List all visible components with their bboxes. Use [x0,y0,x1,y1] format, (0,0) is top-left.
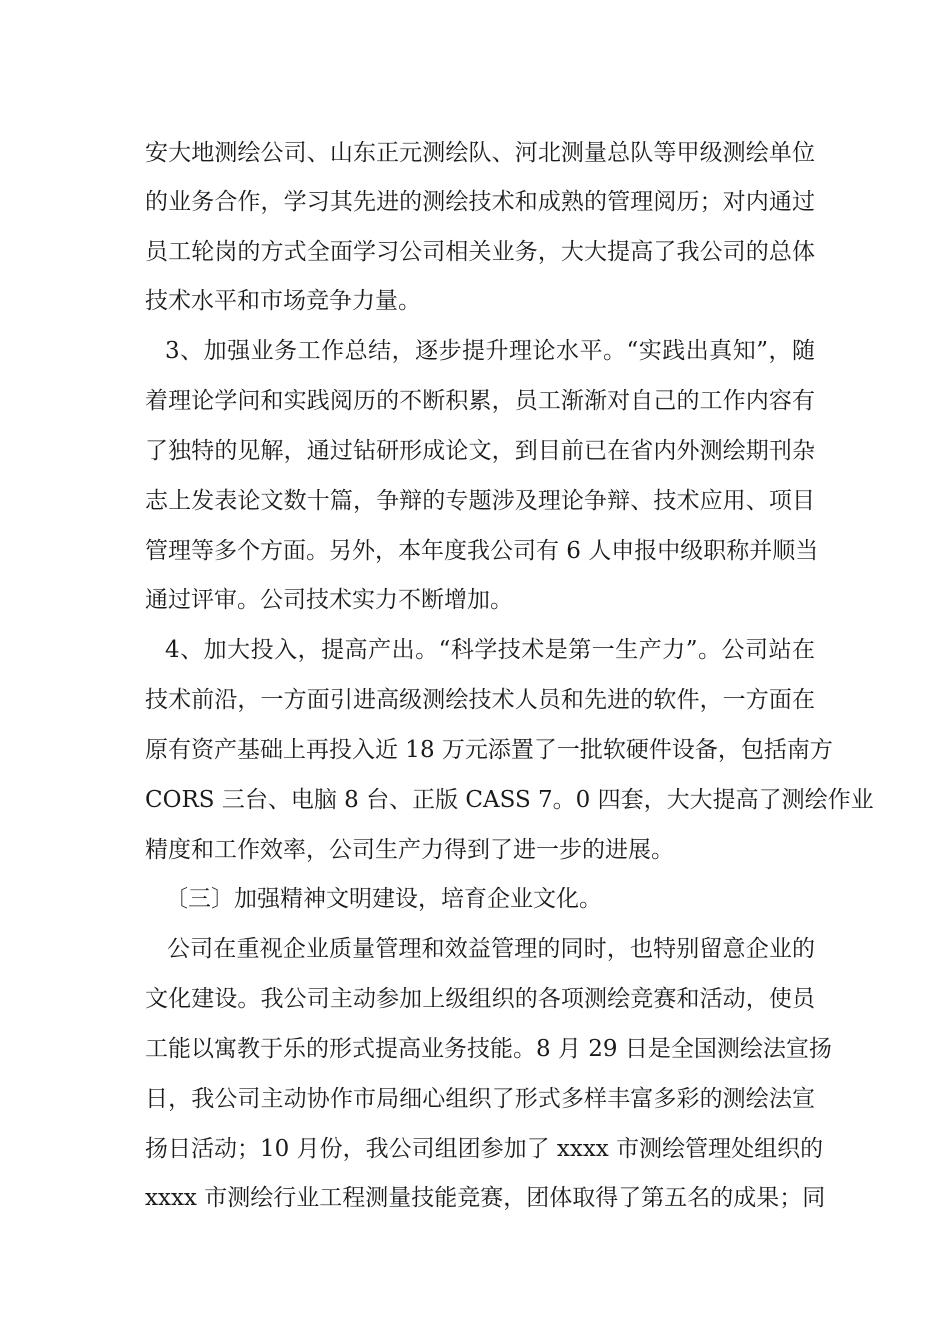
text-line: 安大地测绘公司、山东正元测绘队、河北测量总队等甲级测绘单位 [145,140,815,166]
text-line: 公司在重视企业质量管理和效益管理的同时，也特别留意企业的 [167,936,815,962]
text-line: 员工轮岗的方式全面学习公司相关业务，大大提高了我公司的总体 [145,239,815,265]
text-line: 技术前沿，一方面引进高级测绘技术人员和先进的软件，一方面在 [145,687,815,713]
text-line: 管理等多个方面。另外，本年度我公司有 6 人申报中级职称并顺当 [145,538,819,564]
text-line: 扬日活动；10 月份，我公司组团参加了 xxxx 市测绘管理处组织的 [145,1136,824,1162]
text-line: 的业务合作，学习其先进的测绘技术和成熟的管理阅历；对内通过 [145,189,815,215]
text-line: CORS 三台、电脑 8 台、正版 CASS 7。0 四套，大大提高了测绘作业 [145,787,874,813]
section-heading: 〔三〕加强精神文明建设，培育企业文化。 [165,886,602,912]
text-line: 技术水平和市场竞争力量。 [145,288,421,314]
text-line: 4、加大投入，提高产出。“科学技术是第一生产力”。公司站在 [165,637,815,663]
text-line: 精度和工作效率，公司生产力得到了进一步的进展。 [145,837,674,863]
text-line: 3、加强业务工作总结，逐步提升理论水平。“实践出真知”，随 [165,338,815,364]
text-line: 志上发表论文数十篇，争辩的专题涉及理论争辩、技术应用、项目 [145,488,815,514]
text-line: 着理论学问和实践阅历的不断积累，员工渐渐对自己的工作内容有 [145,388,815,414]
text-line: 原有资产基础上再投入近 18 万元添置了一批软硬件设备，包括南方 [145,737,833,763]
text-line: 了独特的见解，通过钻研形成论文，到目前已在省内外测绘期刊杂 [145,438,815,464]
text-line: xxxx 市测绘行业工程测量技能竞赛，团体取得了第五名的成果；同 [145,1185,826,1211]
text-line: 文化建设。我公司主动参加上级组织的各项测绘竞赛和活动，使员 [145,986,815,1012]
text-line: 日，我公司主动协作市局细心组织了形式多样丰富多彩的测绘法宣 [145,1086,815,1112]
text-line: 通过评审。公司技术实力不断增加。 [145,587,513,613]
text-line: 工能以寓教于乐的形式提高业务技能。8 月 29 日是全国测绘法宣扬 [145,1036,832,1062]
